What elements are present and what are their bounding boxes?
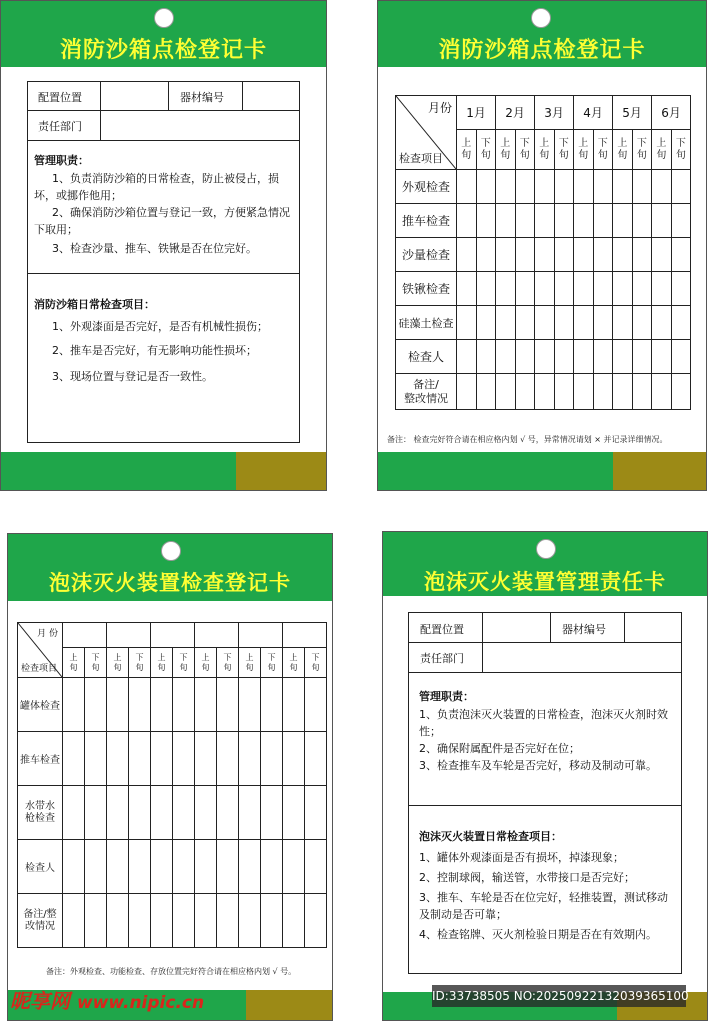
table-row bbox=[396, 170, 691, 204]
table-row bbox=[396, 340, 691, 374]
table-row bbox=[396, 306, 691, 340]
card-title: 消防沙箱点检登记卡 bbox=[59, 38, 267, 63]
location-label: 配置位置 bbox=[38, 91, 82, 104]
foam-register-card bbox=[7, 533, 333, 1021]
table-row bbox=[18, 894, 327, 948]
row-label-remark: 备注/ 整改情况 bbox=[396, 374, 457, 410]
duty-item: 3、检查沙量、推车、铁锹是否在位完好。 bbox=[52, 242, 257, 255]
register-note: 备注：外观检查、功能检查、存放位置完好符合请在相应格内划 √ 号。 bbox=[46, 967, 297, 976]
month-header bbox=[151, 623, 195, 648]
corner-month-label: 月 份 bbox=[37, 629, 58, 639]
duty-item: 3、检查推车及车轮是否完好，移动及制动可靠。 bbox=[419, 759, 657, 772]
lower-period: 下旬 bbox=[671, 130, 691, 170]
upper-period: 上旬 bbox=[496, 130, 516, 170]
corner-cell bbox=[396, 96, 457, 170]
corner-cell bbox=[18, 623, 63, 678]
upper-period: 上旬 bbox=[107, 648, 129, 678]
lower-period: 下旬 bbox=[173, 648, 195, 678]
month-header: 5月 bbox=[613, 96, 652, 130]
upper-period: 上旬 bbox=[574, 130, 594, 170]
row-label: 罐体检查 bbox=[18, 678, 63, 732]
daily-heading: 泡沫灭火装置日常检查项目： bbox=[419, 830, 562, 843]
lower-period: 下旬 bbox=[217, 648, 239, 678]
row-label: 检查人 bbox=[18, 840, 63, 894]
footer-olive bbox=[246, 990, 332, 1020]
card-title: 泡沫灭火装置管理责任卡 bbox=[424, 570, 666, 594]
corner-month-label: 月份 bbox=[427, 101, 452, 115]
sand-register-card bbox=[377, 0, 707, 491]
row-label: 检查人 bbox=[396, 340, 457, 374]
footer-olive bbox=[236, 452, 326, 490]
lower-period: 下旬 bbox=[129, 648, 151, 678]
duty-item: 1、负责泡沫灭火装置的日常检查，泡沫灭火剂时效性； bbox=[419, 708, 668, 738]
hang-hole bbox=[536, 539, 556, 559]
row-label: 推车检查 bbox=[396, 204, 457, 238]
footer-olive bbox=[613, 452, 706, 490]
month-header: 6月 bbox=[652, 96, 691, 130]
upper-period: 上旬 bbox=[457, 130, 477, 170]
foam-register-table bbox=[17, 622, 327, 948]
month-header: 3月 bbox=[535, 96, 574, 130]
upper-period: 上旬 bbox=[613, 130, 633, 170]
lower-period: 下旬 bbox=[632, 130, 652, 170]
info-box bbox=[408, 612, 682, 974]
lower-period: 下旬 bbox=[261, 648, 283, 678]
corner-item-label: 检查项目 bbox=[399, 152, 443, 165]
duties-heading: 管理职责： bbox=[419, 690, 474, 703]
card-title: 消防沙箱点检登记卡 bbox=[438, 38, 646, 63]
month-header bbox=[239, 623, 283, 648]
month-header: 1月 bbox=[457, 96, 496, 130]
lower-period: 下旬 bbox=[305, 648, 327, 678]
upper-period: 上旬 bbox=[283, 648, 305, 678]
lower-period: 下旬 bbox=[85, 648, 107, 678]
register-note: 备注： 检查完好符合请在相应格内划 √ 号，异常情况请划 × 并记录详细情况。 bbox=[387, 435, 668, 444]
daily-item: 1、外观漆面是否完好，是否有机械性损伤； bbox=[52, 320, 268, 333]
upper-period: 上旬 bbox=[239, 648, 261, 678]
image-id-bar: ID:33738505 NO:20250922132039365100 bbox=[432, 985, 686, 1007]
month-header: 2月 bbox=[496, 96, 535, 130]
table-row bbox=[18, 678, 327, 732]
location-label: 配置位置 bbox=[420, 623, 464, 636]
row-label: 硅藻土检查 bbox=[396, 306, 457, 340]
hang-hole bbox=[531, 8, 551, 28]
row-label: 沙量检查 bbox=[396, 238, 457, 272]
row-label: 铁锹检查 bbox=[396, 272, 457, 306]
row-label: 推车检查 bbox=[18, 732, 63, 786]
foam-duty-card bbox=[382, 531, 708, 1021]
lower-period: 下旬 bbox=[515, 130, 535, 170]
dept-label: 责任部门 bbox=[38, 120, 82, 133]
daily-item: 2、控制球阀，输送管，水带接口是否完好； bbox=[419, 871, 635, 884]
footer-green bbox=[378, 452, 615, 490]
table-row bbox=[396, 374, 691, 410]
footer-green bbox=[1, 452, 238, 490]
month-header bbox=[107, 623, 151, 648]
corner-item-label: 检查项目 bbox=[21, 664, 58, 674]
table-row bbox=[18, 786, 327, 840]
card-title: 泡沫灭火装置检查登记卡 bbox=[49, 571, 291, 595]
daily-item: 2、推车是否完好，有无影响功能性损坏； bbox=[52, 344, 257, 357]
upper-period: 上旬 bbox=[652, 130, 672, 170]
upper-period: 上旬 bbox=[195, 648, 217, 678]
lower-period: 下旬 bbox=[476, 130, 496, 170]
daily-item: 4、检查铭牌、灭火剂检验日期是否在有效期内。 bbox=[419, 928, 657, 941]
equipment-no-label: 器材编号 bbox=[180, 91, 224, 104]
table-row bbox=[396, 272, 691, 306]
table-row bbox=[396, 238, 691, 272]
duties-heading: 管理职责： bbox=[34, 154, 89, 167]
duty-item: 1、负责消防沙箱的日常检查，防止被侵占，损坏，或挪作他用； bbox=[34, 172, 279, 202]
upper-period: 上旬 bbox=[63, 648, 85, 678]
daily-item: 3、现场位置与登记是否一致性。 bbox=[52, 370, 213, 383]
hang-hole bbox=[161, 541, 181, 561]
month-header bbox=[195, 623, 239, 648]
daily-heading: 消防沙箱日常检查项目： bbox=[34, 298, 155, 311]
month-header bbox=[283, 623, 327, 648]
daily-item: 3、推车、车轮是否在位完好，轻推装置，测试移动及制动是否可靠； bbox=[419, 891, 668, 921]
upper-period: 上旬 bbox=[535, 130, 555, 170]
row-label: 外观检查 bbox=[396, 170, 457, 204]
watermark-url: www.nipic.cn bbox=[76, 993, 205, 1013]
row-label: 水带水枪检查 bbox=[18, 786, 63, 840]
daily-item: 1、罐体外观漆面是否有损坏，掉漆现象； bbox=[419, 851, 624, 864]
month-header bbox=[63, 623, 107, 648]
lower-period: 下旬 bbox=[593, 130, 613, 170]
duty-item: 2、确保消防沙箱位置与登记一致，方便紧急情况下取用； bbox=[34, 206, 290, 236]
equipment-no-label: 器材编号 bbox=[562, 623, 606, 636]
watermark-logo: 昵享网 www.nipic.cn bbox=[10, 989, 205, 1013]
info-box bbox=[27, 81, 300, 443]
row-label: 备注/整改情况 bbox=[18, 894, 63, 948]
table-row bbox=[396, 204, 691, 238]
sand-register-table bbox=[395, 95, 691, 410]
lower-period: 下旬 bbox=[554, 130, 574, 170]
table-row bbox=[18, 840, 327, 894]
hang-hole bbox=[154, 8, 174, 28]
month-header: 4月 bbox=[574, 96, 613, 130]
table-row bbox=[18, 732, 327, 786]
duty-item: 2、确保附属配件是否完好在位； bbox=[419, 742, 580, 755]
sand-check-card bbox=[0, 0, 327, 491]
dept-label: 责任部门 bbox=[420, 652, 464, 665]
upper-period: 上旬 bbox=[151, 648, 173, 678]
